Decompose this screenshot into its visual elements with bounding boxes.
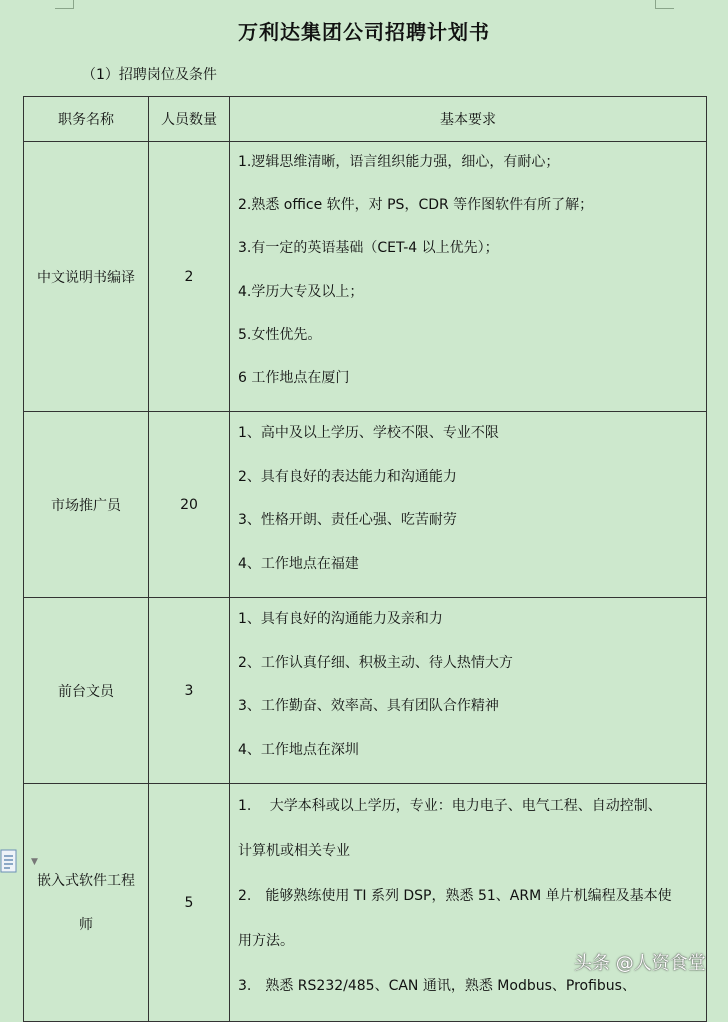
position-cell: 市场推广员	[24, 412, 149, 598]
requirement-line: 5.女性优先。	[238, 326, 322, 343]
document-icon[interactable]	[0, 848, 18, 874]
requirement-line: 3. 熟悉 RS232/485、CAN 通讯，熟悉 Modbus、Profibus、	[238, 978, 636, 995]
table-row	[24, 142, 707, 412]
count-cell: 20	[149, 412, 230, 598]
recruitment-table	[23, 96, 707, 1022]
requirement-line: 1、具有良好的沟通能力及亲和力	[238, 611, 443, 628]
document-title: 万利达集团公司招聘计划书	[238, 20, 490, 44]
table-row	[24, 412, 707, 598]
position-line: 嵌入式软件工程	[37, 872, 135, 889]
requirements-cell	[230, 784, 707, 1022]
count-cell: 5	[149, 784, 230, 1022]
section-heading: （1）招聘岗位及条件	[82, 67, 217, 83]
position-line: 师	[79, 916, 93, 933]
header-position: 职务名称	[24, 97, 149, 142]
count-cell: 3	[149, 598, 230, 784]
position-cell	[24, 784, 149, 1022]
requirement-line: 6 工作地点在厦门	[238, 369, 350, 386]
requirement-line: 4、工作地点在深圳	[238, 741, 359, 758]
requirement-line: 1、高中及以上学历、学校不限、专业不限	[238, 425, 499, 442]
table-row	[24, 784, 707, 1022]
header-count: 人员数量	[149, 97, 230, 142]
position-cell: 中文说明书编译	[24, 142, 149, 412]
header-requirements: 基本要求	[230, 97, 707, 142]
requirement-line: 3、工作勤奋、效率高、具有团队合作精神	[238, 698, 499, 715]
count-cell: 2	[149, 142, 230, 412]
requirement-line: 3.有一定的英语基础（CET-4 以上优先）；	[238, 240, 499, 257]
requirements-cell	[230, 598, 707, 784]
requirement-line: 用方法。	[238, 933, 294, 950]
watermark: 头条 @人资食堂	[574, 953, 706, 974]
position-cell: 前台文员	[24, 598, 149, 784]
requirement-line: 2、工作认真仔细、积极主动、待人热情大方	[238, 654, 513, 671]
requirement-line: 计算机或相关专业	[238, 843, 350, 860]
table-row	[24, 598, 707, 784]
requirements-cell	[230, 412, 707, 598]
page-corner-mark-right	[655, 0, 674, 9]
requirement-line: 1. 大学本科或以上学历，专业：电力电子、电气工程、自动控制、	[238, 798, 662, 815]
requirement-line: 2、具有良好的表达能力和沟通能力	[238, 468, 457, 485]
requirement-line: 4、工作地点在福建	[238, 555, 359, 572]
requirement-line: 2. 能够熟练使用 TI 系列 DSP，熟悉 51、ARM 单片机编程及基本使	[238, 888, 672, 905]
requirement-line: 1.逻辑思维清晰，语言组织能力强，细心，有耐心；	[238, 154, 560, 170]
requirement-line: 3、性格开朗、责任心强、吃苦耐劳	[238, 512, 457, 529]
page-corner-mark-left	[55, 0, 74, 9]
requirements-cell	[230, 142, 707, 412]
requirement-line: 2.熟悉 office 软件，对 PS，CDR 等作图软件有所了解；	[238, 197, 594, 214]
requirement-line: 4.学历大专及以上；	[238, 283, 364, 300]
chevron-down-icon[interactable]: ▼	[31, 857, 38, 867]
table-header-row	[24, 97, 707, 142]
